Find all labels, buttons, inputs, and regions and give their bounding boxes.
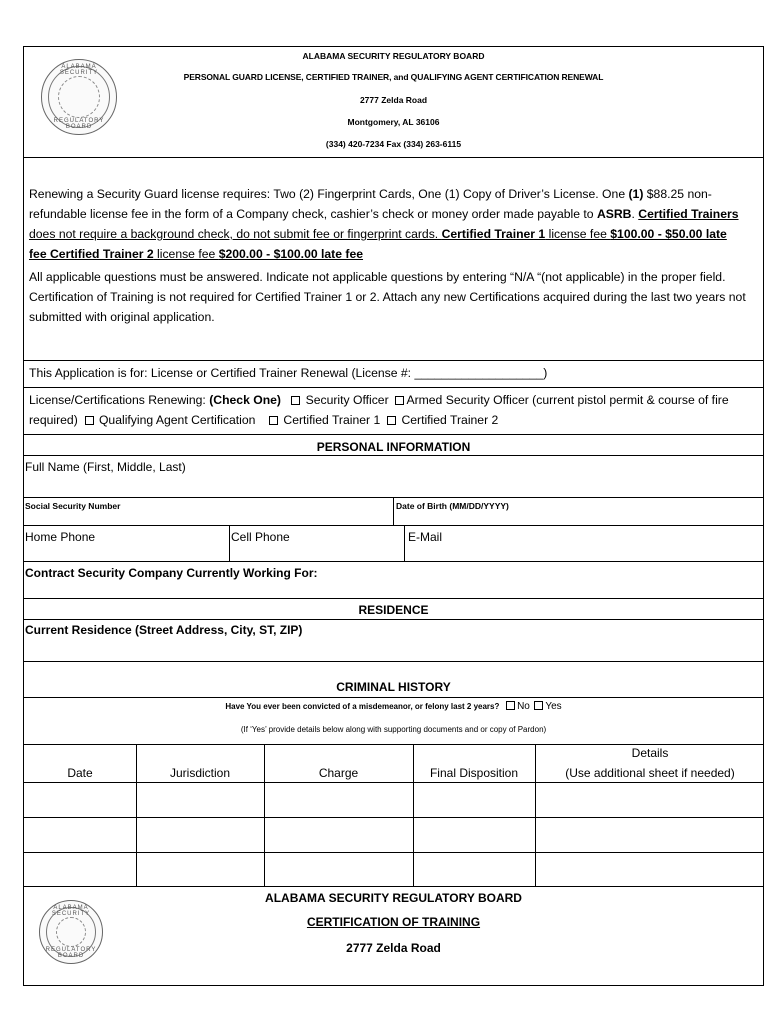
col-date: Date xyxy=(67,766,93,780)
certification-board-name: ALABAMA SECURITY REGULATORY BOARD xyxy=(265,891,522,905)
form-header xyxy=(23,46,764,158)
seal-top-text: ALABAMA SECURITY xyxy=(59,64,99,76)
instr-text: ASRB xyxy=(596,207,632,221)
instructions-block xyxy=(23,157,764,361)
security-officer-label: Security Officer xyxy=(305,393,389,407)
instr-text: Certified Trainers xyxy=(638,207,739,221)
col-final-disposition: Final Disposition xyxy=(429,766,519,780)
qualifying-agent-checkbox[interactable] xyxy=(85,416,94,425)
seal-bottom-text: REGULATORY BOARD xyxy=(45,947,97,959)
seal-bottom-text: REGULATORY BOARD xyxy=(53,118,105,130)
certified-trainer-2-label: Certified Trainer 2 xyxy=(401,413,499,427)
instr-text: $88.25 non-refundable license fee in the form of a Company check, cashier’s check or money order made payable to xyxy=(29,187,712,221)
ssn-field[interactable]: Social Security Number xyxy=(25,501,121,511)
header-address: 2777 Zelda Road xyxy=(359,95,428,105)
certification-address: 2777 Zelda Road xyxy=(346,941,441,955)
renewing-options xyxy=(29,390,757,430)
conviction-yes-checkbox[interactable] xyxy=(534,701,543,710)
col-details-note: (Use additional sheet if needed) xyxy=(565,766,735,780)
col-details: Details xyxy=(631,746,669,760)
instr-text: license fee xyxy=(545,227,611,241)
certification-title: CERTIFICATION OF TRAINING xyxy=(306,915,481,929)
instr-text: Renewing a Security Guard license requires: Two (2) Fingerprint Cards, One (1) Copy of Driver’s License. One xyxy=(29,187,629,201)
instr-text: does not require a background check, do not submit fee or fingerprint cards. xyxy=(29,227,442,241)
residence-section xyxy=(23,598,764,662)
conviction-no-label: No xyxy=(517,701,530,712)
renewing-label: License/Certifications Renewing: xyxy=(29,393,210,407)
instr-text: Certified Trainer 1 xyxy=(441,227,546,241)
check-one-label: (Check One) xyxy=(209,393,281,407)
conviction-question: Have You ever been convicted of a misdemeanor, or felony last 2 years? xyxy=(225,702,500,711)
header-board-name: ALABAMA SECURITY REGULATORY BOARD xyxy=(302,51,485,61)
current-residence-field[interactable]: Current Residence (Street Address, City, ST, ZIP) xyxy=(25,623,303,637)
certification-block xyxy=(23,886,764,986)
personal-information-heading: PERSONAL INFORMATION xyxy=(316,440,471,454)
home-phone-field[interactable]: Home Phone xyxy=(25,530,96,544)
personal-information-section xyxy=(23,434,764,599)
certified-trainer-2-checkbox[interactable] xyxy=(387,416,396,425)
criminal-history-heading: CRIMINAL HISTORY xyxy=(336,680,451,694)
application-for-row xyxy=(23,360,764,388)
header-form-title: PERSONAL GUARD LICENSE, CERTIFIED TRAINER, and QUALIFYING AGENT CERTIFICATION RENEWAL xyxy=(183,72,604,82)
renewing-options-row xyxy=(23,387,764,435)
instr-text: . xyxy=(631,207,639,221)
table-row[interactable] xyxy=(24,852,763,853)
col-jurisdiction: Jurisdiction xyxy=(169,766,231,780)
header-city: Montgomery, AL 36106 xyxy=(347,117,440,127)
col-charge: Charge xyxy=(318,766,359,780)
instr-text: $200.00 - $100.00 late fee xyxy=(218,247,364,261)
conviction-yes-label: Yes xyxy=(545,701,562,712)
conviction-question-row xyxy=(24,701,763,712)
residence-heading: RESIDENCE xyxy=(358,603,429,617)
instr-text: (1) xyxy=(628,187,644,201)
qualifying-agent-label: Qualifying Agent Certification xyxy=(98,413,256,427)
full-name-field[interactable]: Full Name (First, Middle, Last) xyxy=(25,460,186,474)
armed-officer-label: Armed Security Officer (current pistol permit & course of fire required) xyxy=(29,393,729,427)
instructions-paragraph-1 xyxy=(29,184,741,264)
criminal-history-section xyxy=(23,661,764,887)
instr-text: license fee xyxy=(153,247,219,261)
certified-trainer-1-label: Certified Trainer 1 xyxy=(283,413,381,427)
conviction-note: (If ‘Yes’ provide details below along with supporting documents and or copy of Pardon) xyxy=(240,725,547,734)
table-row[interactable] xyxy=(24,817,763,818)
email-field[interactable]: E-Mail xyxy=(408,530,443,544)
seal-top-text: ALABAMA SECURITY xyxy=(51,905,91,917)
conviction-no-checkbox[interactable] xyxy=(506,701,515,710)
header-phone: (334) 420-7234 Fax (334) 263-6115 xyxy=(325,139,462,149)
cell-phone-field[interactable]: Cell Phone xyxy=(231,530,290,544)
armed-officer-checkbox[interactable] xyxy=(395,396,404,405)
security-officer-checkbox[interactable] xyxy=(291,396,300,405)
application-for-text[interactable]: This Application is for: License or Certified Trainer Renewal (License #: ___________________) xyxy=(29,366,548,380)
certified-trainer-1-checkbox[interactable] xyxy=(269,416,278,425)
instr-text: $100.00 - $50.00 late fee Certified Trainer 2 xyxy=(29,227,727,261)
instructions-paragraph-2: All applicable questions must be answered. Indicate not applicable questions by entering “N/A “(not applicable) in the proper field. Certification of Training is not required for Certified Trainer 1 or 2. Attach any new Certifications acquired during the last two years not submitted with original application. xyxy=(29,270,746,324)
security-company-field[interactable]: Contract Security Company Currently Working For: xyxy=(25,566,318,580)
date-of-birth-field[interactable]: Date of Birth (MM/DD/YYYY) xyxy=(396,501,509,511)
